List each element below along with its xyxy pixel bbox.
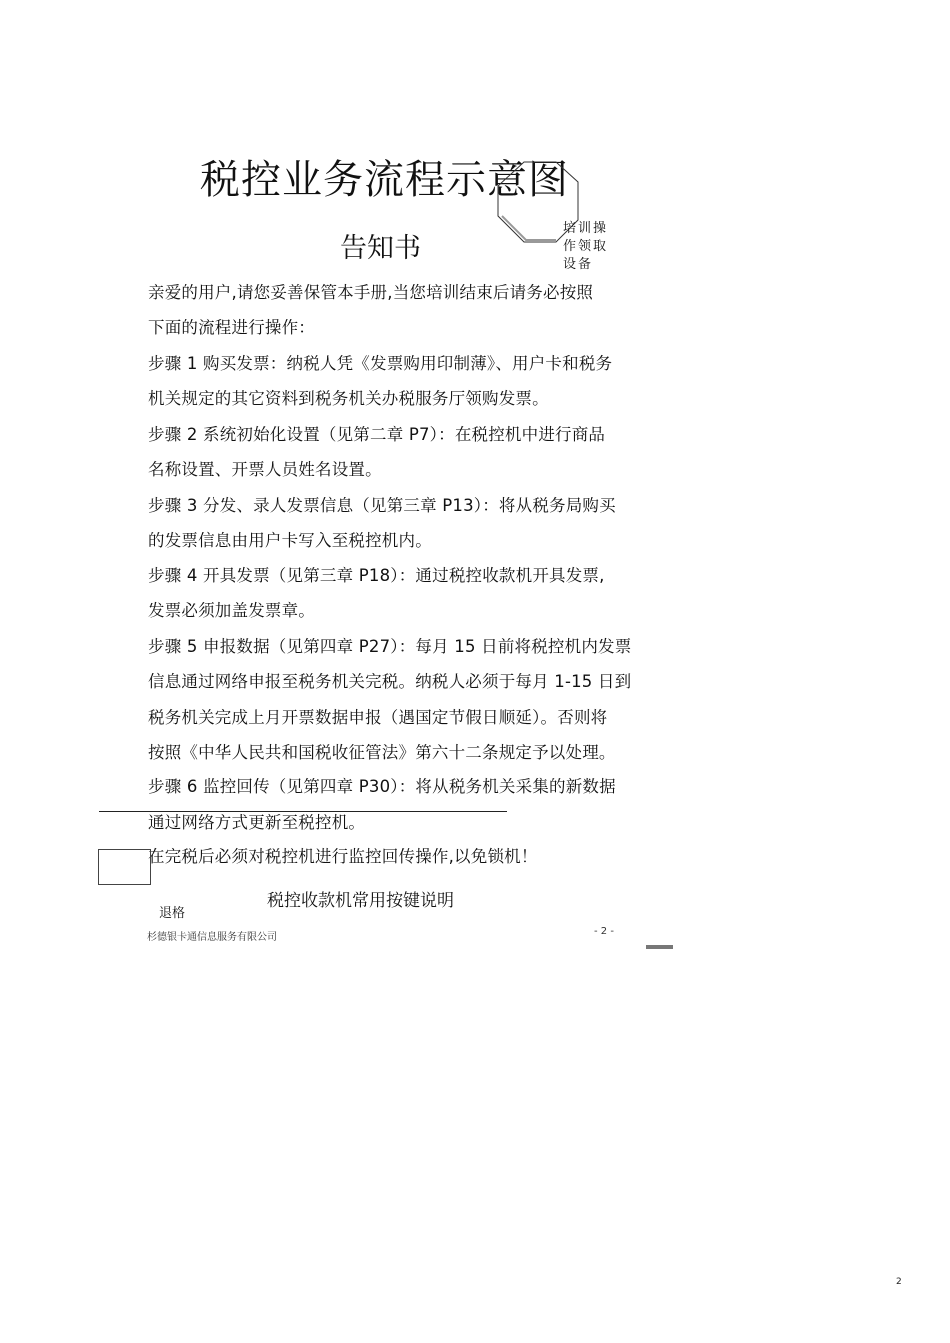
body-line: 步骤 5 申报数据（见第四章 P27）：每月 15 日前将税控机内发票 [148,637,632,656]
grey-bar [646,945,673,949]
body-line: 步骤 4 开具发票（见第三章 P18）：通过税控收款机开具发票, [148,566,605,585]
body-line: 步骤 3 分发、录人发票信息（见第三章 P13）：将从税务局购买 [148,496,616,515]
body-line: 在完税后必须对税控机进行监控回传操作,以免锁机！ [148,847,538,866]
backspace-key-label: 退格 [159,906,186,921]
page-title: 税控业务流程示意图 [200,157,569,203]
body-line: 发票必须加盖发票章。 [148,601,315,620]
body-line: 名称设置、开票人员姓名设置。 [148,460,382,479]
body-line: 亲爱的用户,请您妥善保管本手册,当您培训结束后请务必按照 [148,283,594,302]
footer-page-number: - 2 - [594,926,614,937]
horizontal-rule [99,811,507,812]
corner-page-number: 2 [896,1277,902,1287]
body-line: 机关规定的其它资料到税务机关办税服务厅领购发票。 [148,389,549,408]
notice-heading: 告知书 [340,233,421,264]
footer-company: 杉德银卡通信息服务有限公司 [147,932,277,943]
training-note-line: 设备 [563,257,594,272]
training-note [563,220,613,274]
body-line: 步骤 2 系统初始化设置（见第二章 P7）：在税控机中进行商品 [148,425,606,444]
training-note-line: 作领取 [563,239,609,254]
body-line: 下面的流程进行操作： [148,318,315,337]
key-box [98,849,151,885]
body-line: 税务机关完成上月开票数据申报（遇国定节假日顺延）。否则将 [148,708,608,727]
body-line: 步骤 1 购买发票：纳税人凭《发票购用印制薄》、用户卡和税务 [148,354,613,373]
body-line: 信息通过网络申报至税务机关完税。纳税人必须于每月 1-15 日到 [148,672,632,691]
keys-section-title: 税控收款机常用按键说明 [267,891,454,911]
body-line: 通过网络方式更新至税控机。 [148,813,366,832]
training-note-line: 培训操 [563,221,609,236]
body-line: 按照《中华人民共和国税收征管法》第六十二条规定予以处理。 [148,743,616,762]
body-line: 步骤 6 监控回传（见第四章 P30）：将从税务机关采集的新数据 [148,777,616,796]
body-line: 的发票信息由用户卡写入至税控机内。 [148,531,432,550]
